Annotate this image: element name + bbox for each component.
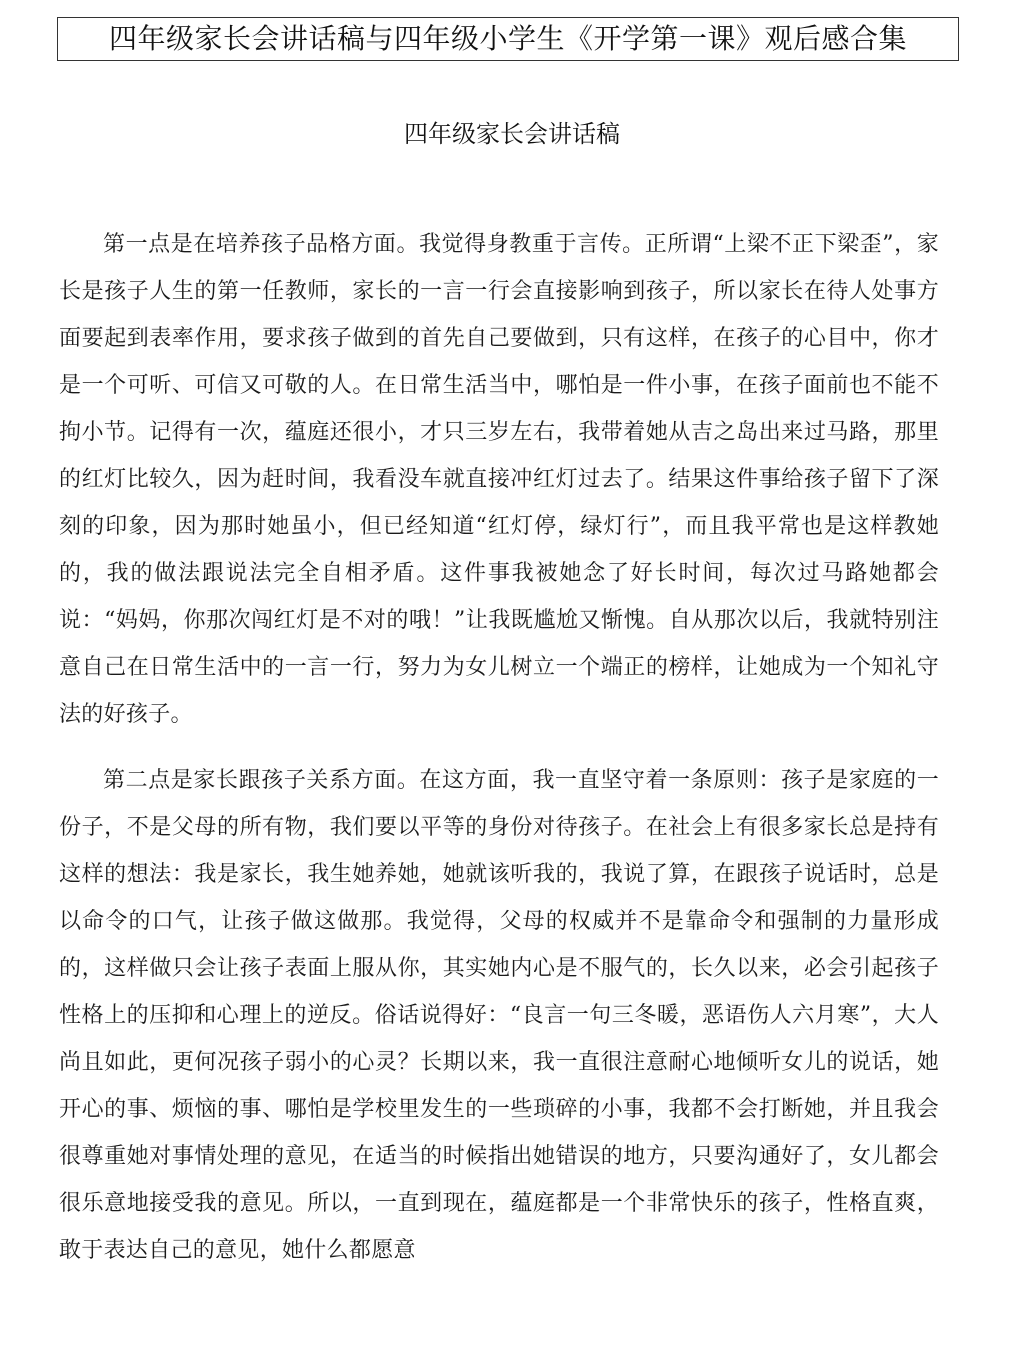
document-title-box	[57, 17, 959, 61]
paragraph: 第二点是家长跟孩子关系方面。在这方面，我一直坚守着一条原则：孩子是家庭的一份子，不是父母的所有物，我们要以平等的身份对待孩子。在社会上有很多家长总是持有这样的想法：我是家长，我生她养她，她就该听我的，我说了算，在跟孩子说话时，总是以命令的口气，让孩子做这做那。我觉得，父母的权威并不是靠命令和强制的力量形成的，这样做只会让孩子表面上服从你，其实她内心是不服气的，长久以来，必会引起孩子性格上的压抑和心理上的逆反。俗话说得好：“良言一句三冬暖，恶语伤人六月寒”，大人尚且如此，更何况孩子弱小的心灵？长期以来，我一直很注意耐心地倾听女儿的说话，她开心的事、烦恼的事、哪怕是学校里发生的一些琐碎的小事，我都不会打断她，并且我会很尊重她对事情处理的意见，在适当的时候指出她错误的地方，只要沟通好了，女儿都会很乐意地接受我的意见。所以，一直到现在，蕴庭都是一个非常快乐的孩子，性格直爽，敢于表达自己的意见，她什么都愿意	[59, 768, 939, 1263]
paragraph-2-container	[59, 757, 939, 1305]
paragraph-1-container	[59, 221, 939, 738]
paragraph: 第一点是在培养孩子品格方面。我觉得身教重于言传。正所谓“上梁不正下梁歪”，家长是孩子人生的第一任教师，家长的一言一行会直接影响到孩子，所以家长在待人处事方面要起到表率作用，要求孩子做到的首先自己要做到，只有这样，在孩子的心目中，你才是一个可听、可信又可敬的人。在日常生活当中，哪怕是一件小事，在孩子面前也不能不拘小节。记得有一次，蕴庭还很小，才只三岁左右，我带着她从吉之岛出来过马路，那里的红灯比较久，因为赶时间，我看没车就直接冲红灯过去了。结果这件事给孩子留下了深刻的印象，因为那时她虽小，但已经知道“红灯停，绿灯行”，而且我平常也是这样教她的，我的做法跟说法完全自相矛盾。这件事我被她念了好长时间，每次过马路她都会说：“妈妈，你那次闯红灯是不对的哦！”让我既尴尬又惭愧。自从那次以后，我就特别注意自己在日常生活中的一言一行，努力为女儿树立一个端正的榜样，让她成为一个知礼守法的好孩子。	[59, 232, 939, 727]
section-heading: 四年级家长会讲话稿	[404, 120, 620, 148]
document-title: 四年级家长会讲话稿与四年级小学生《开学第一课》观后感合集	[108, 22, 907, 55]
